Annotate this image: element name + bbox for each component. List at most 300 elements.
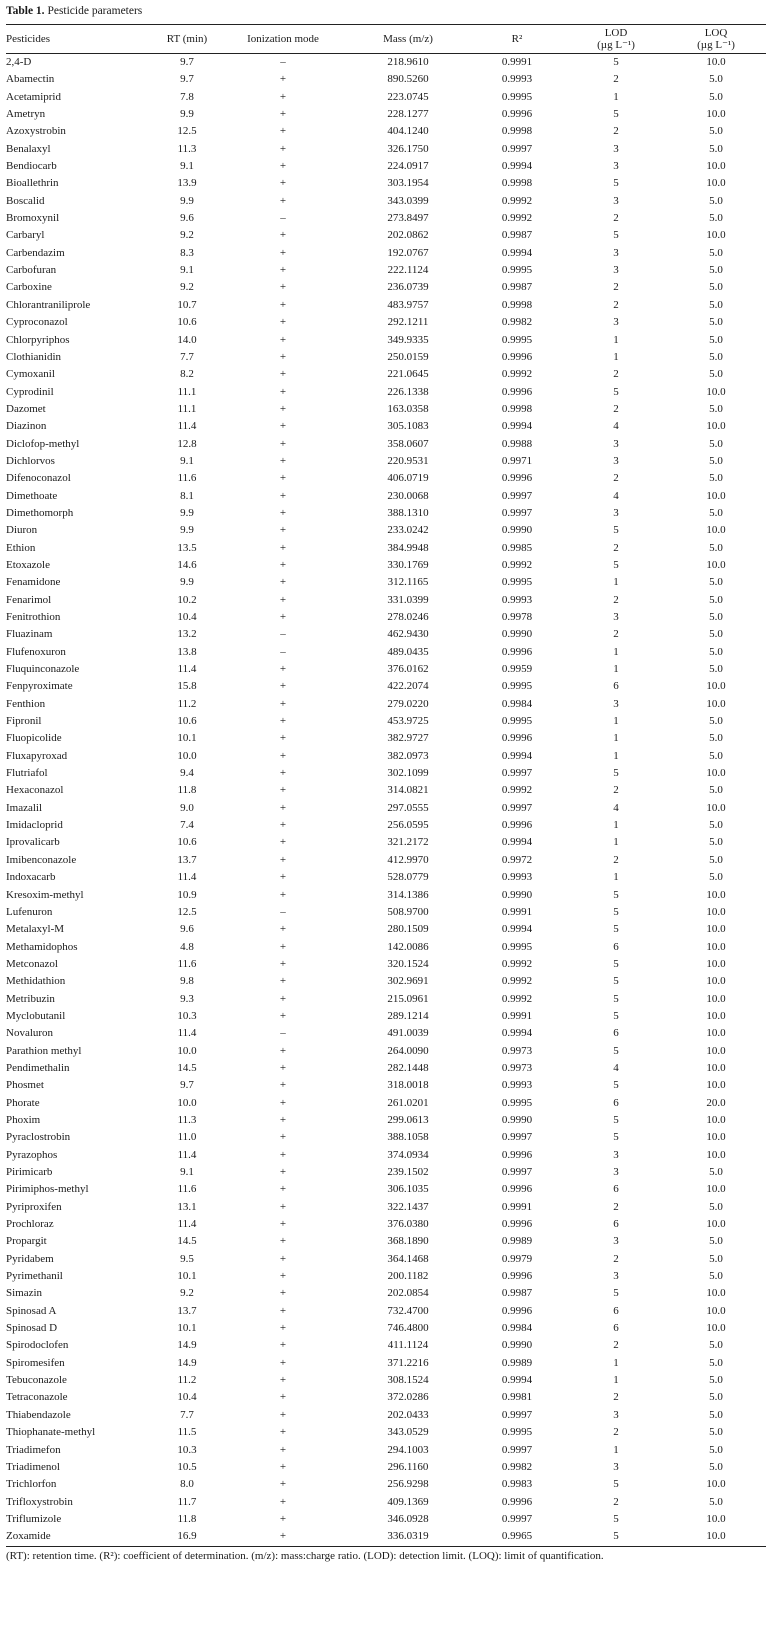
table-footnote: (RT): retention time. (R²): coefficient of determination. (m/z): mass:charge ratio. (LOD): detection limit. (LOQ): limit of quantification. <box>6 1549 604 1562</box>
mass-value: 382.0973 <box>387 749 429 762</box>
ionization-mode: + <box>279 385 287 398</box>
r2-value: 0.9997 <box>501 1131 533 1144</box>
pesticide-name: Fluazinam <box>6 628 53 641</box>
ionization-mode: + <box>279 1356 287 1369</box>
rt-value: 9.2 <box>180 1287 194 1300</box>
mass-value: 278.0246 <box>387 611 429 623</box>
rt-value: 9.7 <box>180 56 194 68</box>
loq-value: 10.0 <box>706 1061 726 1074</box>
loq-value: 5.0 <box>709 1235 723 1248</box>
table-row <box>6 1476 766 1493</box>
lod-value: 5 <box>613 524 619 537</box>
table-row <box>6 817 766 834</box>
ionization-mode: + <box>279 489 287 502</box>
rt-value: 11.4 <box>177 871 197 884</box>
r2-value: 0.9990 <box>501 1113 533 1126</box>
loq-value: 10.0 <box>706 1304 726 1317</box>
loq-value: 5.0 <box>709 853 723 866</box>
mass-value: 343.0399 <box>387 194 429 207</box>
loq-value: 5.0 <box>709 437 723 450</box>
lod-value: 4 <box>613 1061 619 1074</box>
pesticide-name: Tebuconazole <box>6 1374 67 1387</box>
ionization-mode: + <box>279 1391 287 1404</box>
col-header-lod <box>566 25 666 53</box>
mass-value: 303.1954 <box>387 177 429 190</box>
lod-value: 2 <box>613 1391 619 1404</box>
r2-value: 0.9979 <box>501 1252 533 1265</box>
r2-value: 0.9995 <box>501 90 533 103</box>
loq-value: 10.0 <box>706 1530 726 1543</box>
mass-value: 382.9727 <box>387 732 429 745</box>
mass-value: 462.9430 <box>387 628 429 641</box>
table-row <box>6 349 766 366</box>
pesticide-name: Carbaryl <box>6 229 45 242</box>
ionization-mode: + <box>279 90 287 103</box>
pesticide-name: Tetraconazole <box>6 1391 68 1404</box>
rt-value: 8.3 <box>180 246 194 259</box>
lod-value: 3 <box>613 506 619 519</box>
loq-value: 5.0 <box>709 125 723 138</box>
loq-value: 10.0 <box>706 56 726 68</box>
pesticide-name: Metalaxyl-M <box>6 923 65 936</box>
table-row <box>6 939 766 956</box>
mass-value: 346.0928 <box>387 1512 429 1525</box>
loq-value: 10.0 <box>706 1027 726 1040</box>
pesticide-name: 2,4-D <box>6 56 32 68</box>
lod-value: 1 <box>613 1356 619 1369</box>
rt-value: 10.5 <box>177 1460 197 1473</box>
lod-value: 5 <box>613 1009 619 1022</box>
loq-value: 10.0 <box>706 1183 726 1196</box>
lod-value: 5 <box>613 957 619 970</box>
loq-value: 5.0 <box>709 715 723 728</box>
lod-value: 6 <box>613 680 619 693</box>
lod-value: 3 <box>613 1270 619 1283</box>
table-row <box>6 1008 766 1025</box>
table-row <box>6 1233 766 1250</box>
rt-value: 14.5 <box>177 1235 197 1248</box>
table-row <box>6 262 766 279</box>
loq-value: 5.0 <box>709 576 723 589</box>
table-row <box>6 782 766 799</box>
pesticide-name: Pyridabem <box>6 1252 54 1265</box>
pesticide-name: Imibenconazole <box>6 853 77 866</box>
pesticide-name: Cyproconazol <box>6 316 68 329</box>
loq-value: 10.0 <box>706 1079 726 1092</box>
table-row <box>6 973 766 990</box>
r2-value: 0.9984 <box>501 1322 533 1335</box>
rt-value: 11.1 <box>177 385 197 398</box>
loq-value: 5.0 <box>709 1391 723 1404</box>
rt-value: 13.8 <box>177 645 197 658</box>
r2-value: 0.9995 <box>501 715 533 728</box>
ionization-mode: + <box>279 246 287 259</box>
loq-value: 5.0 <box>709 749 723 762</box>
lod-value: 1 <box>613 749 619 762</box>
r2-value: 0.9996 <box>501 1183 533 1196</box>
mass-value: 483.9757 <box>387 298 429 311</box>
lod-value: 2 <box>613 628 619 641</box>
table-body <box>6 54 766 1546</box>
ionization-mode: + <box>279 697 287 710</box>
rt-value: 9.2 <box>180 229 194 242</box>
loq-value: 10.0 <box>706 177 726 190</box>
lod-value: 1 <box>613 819 619 832</box>
mass-value: 491.0039 <box>387 1027 429 1040</box>
table-row <box>6 1442 766 1459</box>
mass-value: 422.2074 <box>387 680 429 693</box>
mass-value: 336.0319 <box>387 1530 429 1543</box>
mass-value: 306.1035 <box>387 1183 429 1196</box>
r2-value: 0.9990 <box>501 888 533 901</box>
pesticide-name: Fenamidone <box>6 576 61 589</box>
pesticide-name: Fenthion <box>6 697 46 710</box>
mass-value: 305.1083 <box>387 420 429 433</box>
table-row <box>6 332 766 349</box>
loq-value: 10.0 <box>706 160 726 173</box>
mass-value: 233.0242 <box>387 524 429 537</box>
mass-value: 371.2216 <box>387 1356 429 1369</box>
table-row <box>6 730 766 747</box>
ionization-mode: + <box>279 1044 287 1057</box>
pesticide-name: Dimethoate <box>6 489 58 502</box>
rt-value: 9.0 <box>180 801 194 814</box>
rt-value: 10.6 <box>177 715 197 728</box>
mass-value: 312.1165 <box>387 576 429 589</box>
ionization-mode: + <box>279 160 287 173</box>
ionization-mode: + <box>279 767 287 780</box>
pesticide-name: Pyriproxifen <box>6 1200 62 1213</box>
rt-value: 13.7 <box>177 853 197 866</box>
pesticide-name: Fluopicolide <box>6 732 62 745</box>
ionization-mode: – <box>280 628 286 641</box>
ionization-mode: + <box>279 1478 287 1491</box>
pesticide-name: Cymoxanil <box>6 368 55 381</box>
mass-value: 349.9335 <box>387 333 429 346</box>
ionization-mode: + <box>279 992 287 1005</box>
rt-value: 7.8 <box>180 90 194 103</box>
loq-value: 5.0 <box>709 1252 723 1265</box>
mass-value: 314.1386 <box>387 888 429 901</box>
r2-value: 0.9996 <box>501 472 533 485</box>
mass-value: 330.1769 <box>387 558 429 571</box>
lod-value: 2 <box>613 125 619 138</box>
r2-value: 0.9959 <box>501 663 533 676</box>
r2-value: 0.9997 <box>501 1443 533 1456</box>
loq-value: 5.0 <box>709 298 723 311</box>
loq-value: 10.0 <box>706 489 726 502</box>
ionization-mode: + <box>279 1009 287 1022</box>
loq-value: 5.0 <box>709 264 723 277</box>
ionization-mode: + <box>279 923 287 936</box>
pesticide-name: Bendiocarb <box>6 160 57 173</box>
rt-value: 14.9 <box>177 1356 197 1369</box>
r2-value: 0.9988 <box>501 437 533 450</box>
ionization-mode: + <box>279 819 287 832</box>
mass-value: 746.4800 <box>387 1322 429 1335</box>
lod-value: 6 <box>613 940 619 953</box>
loq-value: 10.0 <box>706 888 726 901</box>
loq-value: 10.0 <box>706 420 726 433</box>
table-row <box>6 1372 766 1389</box>
mass-value: 326.1750 <box>387 142 429 155</box>
loq-value: 5.0 <box>709 1408 723 1421</box>
table-row <box>6 488 766 505</box>
mass-value: 453.9725 <box>387 715 429 728</box>
ionization-mode: + <box>279 264 287 277</box>
table-row <box>6 106 766 123</box>
lod-value: 3 <box>613 246 619 259</box>
mass-value: 222.1124 <box>387 264 429 277</box>
rt-value: 11.8 <box>177 784 197 797</box>
r2-value: 0.9992 <box>501 975 533 988</box>
mass-value: 279.0220 <box>387 697 429 710</box>
table-row <box>6 384 766 401</box>
ionization-mode: + <box>279 888 287 901</box>
pesticide-name: Acetamiprid <box>6 90 61 103</box>
loq-value: 5.0 <box>709 402 723 415</box>
pesticide-name: Carbofuran <box>6 264 57 277</box>
table-row <box>6 1303 766 1320</box>
table-row <box>6 540 766 557</box>
loq-value: 10.0 <box>706 992 726 1005</box>
table-row <box>6 314 766 331</box>
lod-value: 2 <box>613 1426 619 1439</box>
pesticide-name: Dazomet <box>6 402 46 415</box>
ionization-mode: + <box>279 368 287 381</box>
r2-value: 0.9994 <box>501 1027 533 1040</box>
table-row <box>6 1424 766 1441</box>
pesticide-name: Fluxapyroxad <box>6 749 68 762</box>
r2-value: 0.9994 <box>501 160 533 173</box>
mass-value: 261.0201 <box>387 1096 429 1109</box>
mass-value: 282.1448 <box>387 1061 429 1074</box>
rt-value: 11.6 <box>177 957 197 970</box>
ionization-mode: + <box>279 1495 287 1508</box>
rt-value: 10.0 <box>177 749 197 762</box>
pesticide-name: Simazin <box>6 1287 43 1300</box>
table-row <box>6 1095 766 1112</box>
lod-value: 5 <box>613 1131 619 1144</box>
table-row <box>6 279 766 296</box>
r2-value: 0.9996 <box>501 1218 533 1231</box>
r2-value: 0.9991 <box>501 905 533 918</box>
pesticide-name: Dimethomorph <box>6 506 74 519</box>
lod-value: 2 <box>613 1495 619 1508</box>
r2-value: 0.9989 <box>501 1356 533 1369</box>
mass-value: 388.1058 <box>387 1131 429 1144</box>
rt-value: 9.3 <box>180 992 194 1005</box>
ionization-mode: + <box>279 871 287 884</box>
loq-value: 20.0 <box>706 1096 726 1109</box>
mass-value: 273.8497 <box>387 212 429 225</box>
mass-value: 297.0555 <box>387 801 429 814</box>
loq-value: 10.0 <box>706 697 726 710</box>
loq-value: 10.0 <box>706 229 726 242</box>
loq-value: 5.0 <box>709 645 723 658</box>
r2-value: 0.9985 <box>501 541 533 554</box>
loq-value: 5.0 <box>709 316 723 329</box>
table-caption-text: Pesticide parameters <box>47 5 143 17</box>
r2-value: 0.9997 <box>501 142 533 155</box>
r2-value: 0.9987 <box>501 281 533 294</box>
mass-value: 732.4700 <box>387 1304 429 1317</box>
rt-value: 11.2 <box>177 697 197 710</box>
r2-value: 0.9990 <box>501 524 533 537</box>
ionization-mode: + <box>279 506 287 519</box>
rt-value: 10.0 <box>177 1096 197 1109</box>
lod-value: 1 <box>613 90 619 103</box>
r2-value: 0.9990 <box>501 1339 533 1352</box>
pesticide-name: Benalaxyl <box>6 142 51 155</box>
r2-value: 0.9996 <box>501 385 533 398</box>
mass-value: 202.0854 <box>387 1287 429 1300</box>
lod-value: 5 <box>613 1113 619 1126</box>
lod-value: 5 <box>613 767 619 780</box>
loq-value: 10.0 <box>706 680 726 693</box>
pesticide-name: Bioallethrin <box>6 177 59 190</box>
mass-value: 343.0529 <box>387 1426 429 1439</box>
rt-value: 9.1 <box>180 264 194 277</box>
table-row <box>6 1389 766 1406</box>
rt-value: 9.1 <box>180 160 194 173</box>
mass-value: 202.0862 <box>387 229 429 242</box>
mass-value: 226.1338 <box>387 385 429 398</box>
rt-value: 9.9 <box>180 194 194 207</box>
mass-value: 302.1099 <box>387 767 429 780</box>
lod-value: 2 <box>613 298 619 311</box>
lod-value: 1 <box>613 350 619 363</box>
rt-value: 10.1 <box>177 1322 197 1335</box>
table-row <box>6 1285 766 1302</box>
rt-value: 7.4 <box>180 819 194 832</box>
mass-value: 388.1310 <box>387 506 429 519</box>
mass-value: 230.0068 <box>387 489 429 502</box>
lod-value: 3 <box>613 142 619 155</box>
r2-value: 0.9993 <box>501 593 533 606</box>
col-header-lod-label: LOD <box>604 27 628 39</box>
col-header-loq-unit: (µg L⁻¹) <box>697 39 735 51</box>
r2-value: 0.9991 <box>501 1009 533 1022</box>
lod-value: 2 <box>613 593 619 606</box>
col-header-lod-unit: (µg L⁻¹) <box>597 39 635 51</box>
pesticide-name: Prochloraz <box>6 1218 54 1231</box>
table-row <box>6 626 766 643</box>
lod-value: 5 <box>613 177 619 190</box>
r2-value: 0.9972 <box>501 853 533 866</box>
r2-value: 0.9982 <box>501 1460 533 1473</box>
pesticide-name: Trifloxystrobin <box>6 1495 73 1508</box>
loq-value: 10.0 <box>706 940 726 953</box>
table-row <box>6 1129 766 1146</box>
r2-value: 0.9992 <box>501 212 533 225</box>
loq-value: 5.0 <box>709 1270 723 1283</box>
r2-value: 0.9996 <box>501 1148 533 1161</box>
lod-value: 5 <box>613 888 619 901</box>
table-bottom-rule <box>6 1546 766 1547</box>
rt-value: 9.7 <box>180 1079 194 1092</box>
lod-value: 3 <box>613 1148 619 1161</box>
rt-value: 8.2 <box>180 368 194 381</box>
table-row <box>6 869 766 886</box>
rt-value: 11.4 <box>177 420 197 433</box>
ionization-mode: + <box>279 1460 287 1473</box>
rt-value: 9.6 <box>180 923 194 936</box>
rt-value: 10.1 <box>177 732 197 745</box>
ionization-mode: + <box>279 1200 287 1213</box>
pesticide-name: Difenoconazol <box>6 472 71 485</box>
ionization-mode: + <box>279 350 287 363</box>
ionization-mode: + <box>279 1339 287 1352</box>
loq-value: 5.0 <box>709 73 723 86</box>
lod-value: 1 <box>613 1374 619 1387</box>
pesticide-name: Carboxine <box>6 281 52 294</box>
ionization-mode: + <box>279 1148 287 1161</box>
table-row <box>6 1112 766 1129</box>
lod-value: 3 <box>613 611 619 623</box>
rt-value: 11.6 <box>177 472 197 485</box>
loq-value: 5.0 <box>709 819 723 832</box>
ionization-mode: + <box>279 940 287 953</box>
loq-value: 10.0 <box>706 905 726 918</box>
r2-value: 0.9973 <box>501 1044 533 1057</box>
lod-value: 2 <box>613 1339 619 1352</box>
loq-value: 10.0 <box>706 1131 726 1144</box>
ionization-mode: + <box>279 836 287 849</box>
rt-value: 12.8 <box>177 437 197 450</box>
lod-value: 3 <box>613 264 619 277</box>
col-header-loq <box>666 25 766 53</box>
pesticide-name: Pyrazophos <box>6 1148 58 1161</box>
mass-value: 280.1509 <box>387 923 429 936</box>
mass-value: 314.0821 <box>387 784 429 797</box>
ionization-mode: + <box>279 333 287 346</box>
table-row <box>6 123 766 140</box>
lod-value: 5 <box>613 56 619 68</box>
pesticide-name: Azoxystrobin <box>6 125 66 138</box>
lod-value: 5 <box>613 905 619 918</box>
ionization-mode: – <box>280 645 286 658</box>
pesticide-name: Kresoxim-methyl <box>6 888 84 901</box>
ionization-mode: + <box>279 229 287 242</box>
lod-value: 1 <box>613 576 619 589</box>
lod-value: 4 <box>613 420 619 433</box>
pesticide-name: Spiromesifen <box>6 1356 65 1369</box>
r2-value: 0.9984 <box>501 697 533 710</box>
loq-value: 5.0 <box>709 784 723 797</box>
lod-value: 2 <box>613 281 619 294</box>
mass-value: 256.0595 <box>387 819 429 832</box>
mass-value: 256.9298 <box>387 1478 429 1491</box>
table-row <box>6 1077 766 1094</box>
ionization-mode: + <box>279 472 287 485</box>
mass-value: 228.1277 <box>387 108 429 121</box>
mass-value: 224.0917 <box>387 160 429 173</box>
rt-value: 10.0 <box>177 1044 197 1057</box>
r2-value: 0.9981 <box>501 1391 533 1404</box>
rt-value: 10.3 <box>177 1443 197 1456</box>
mass-value: 220.9531 <box>387 454 429 467</box>
loq-value: 5.0 <box>709 212 723 225</box>
mass-value: 202.0433 <box>387 1408 429 1421</box>
rt-value: 8.1 <box>180 489 194 502</box>
lod-value: 5 <box>613 1530 619 1543</box>
r2-value: 0.9992 <box>501 992 533 1005</box>
lod-value: 1 <box>613 715 619 728</box>
pesticide-name: Phoxim <box>6 1113 41 1126</box>
lod-value: 5 <box>613 1512 619 1525</box>
ionization-mode: + <box>279 680 287 693</box>
